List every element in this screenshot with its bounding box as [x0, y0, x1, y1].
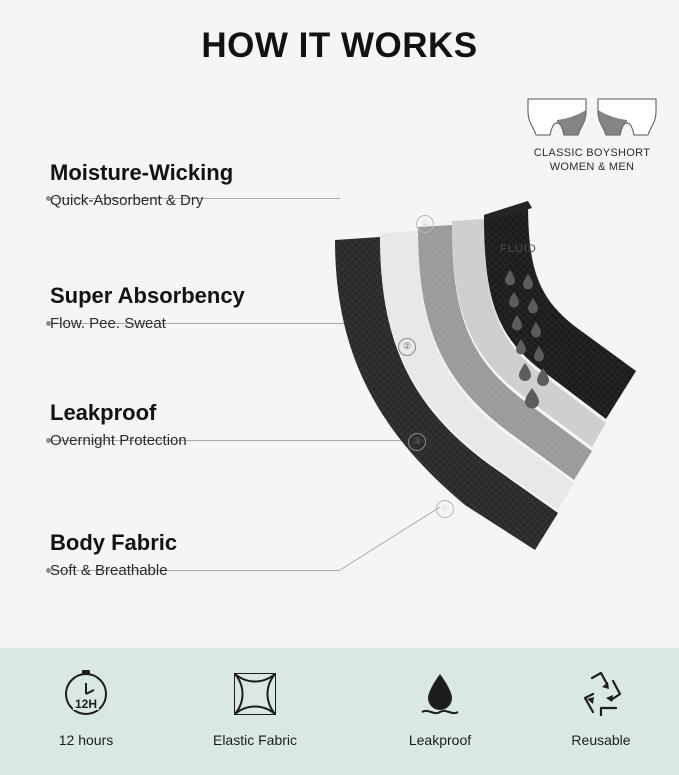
shorts-row	[516, 96, 668, 138]
feature-subtitle: Soft & Breathable	[50, 562, 168, 579]
callout-number-3: ③	[408, 433, 426, 451]
feature-leakproof	[50, 400, 187, 451]
callout-number-2: ②	[398, 338, 416, 356]
page-title: HOW IT WORKS	[201, 26, 478, 65]
boyshort-men-thumbnail	[596, 96, 658, 138]
feature-moisture-wicking	[50, 160, 233, 211]
feature-body-fabric	[50, 530, 177, 581]
callout-number-1: ①	[416, 215, 434, 233]
product-caption	[516, 146, 668, 174]
recycle-icon	[521, 666, 679, 722]
benefit-12-hours	[6, 666, 166, 748]
clock-icon	[6, 666, 166, 722]
clock-badge-text: 12H	[74, 697, 98, 711]
feature-title: Body Fabric	[50, 530, 178, 555]
benefits-bar	[0, 648, 679, 775]
feature-title: Leakproof	[50, 400, 157, 425]
fluid-label: FLUID	[500, 243, 537, 255]
product-caption-line1: CLASSIC BOYSHORT	[533, 147, 651, 159]
feature-subtitle: Overnight Protection	[50, 432, 187, 449]
benefit-elastic-fabric	[175, 666, 335, 748]
water-drop-leakproof-icon	[360, 666, 520, 722]
feature-title: Super Absorbency	[50, 283, 245, 308]
benefit-label: Reusable	[571, 732, 631, 748]
feature-subtitle: Flow. Pee. Sweat	[50, 315, 166, 332]
benefit-leakproof	[360, 666, 520, 748]
fabric-layer-stack	[300, 175, 660, 595]
benefit-label: Leakproof	[408, 732, 472, 748]
benefit-reusable	[521, 666, 679, 748]
elastic-fabric-icon	[175, 666, 335, 722]
feature-super-absorbency	[50, 283, 245, 334]
fluid-drops	[492, 268, 562, 428]
callout-number-4: ④	[436, 500, 454, 518]
benefit-label: Elastic Fabric	[212, 732, 298, 748]
product-thumbnail-block	[516, 96, 668, 174]
product-caption-line2: WOMEN & MEN	[549, 161, 635, 173]
boyshort-women-thumbnail	[526, 96, 588, 138]
feature-subtitle: Quick-Absorbent & Dry	[50, 192, 204, 209]
benefit-label: 12 hours	[58, 732, 114, 748]
feature-title: Moisture-Wicking	[50, 160, 234, 185]
